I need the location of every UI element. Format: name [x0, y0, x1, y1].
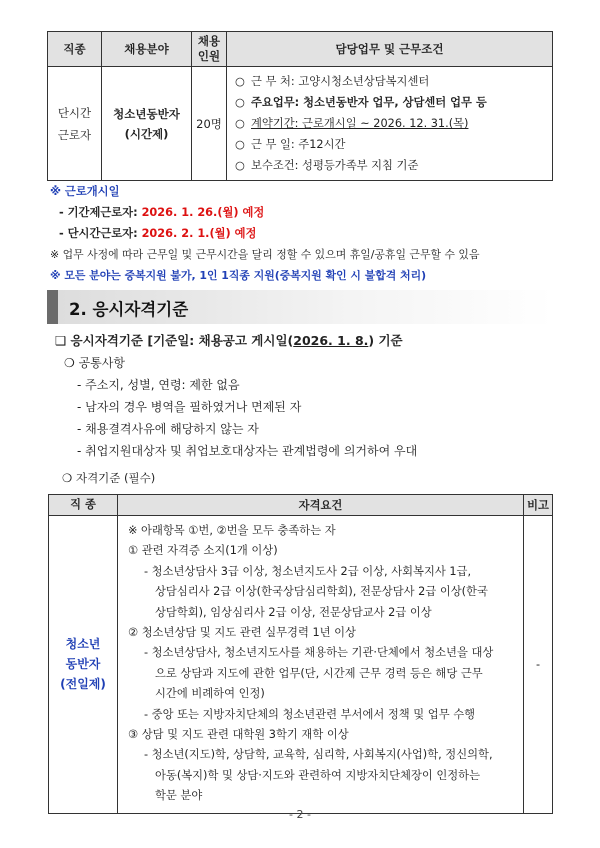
duty-item — [235, 71, 546, 92]
part-time-line — [50, 223, 479, 244]
eligibility-heading-date: 2026. 1. 8. — [293, 333, 369, 348]
header-duties: 담당업무 및 근무조건 — [227, 32, 553, 67]
common-item: - 취업지원대상자 및 취업보호대상자는 관계법령에 의거하여 우대 — [77, 444, 418, 458]
circle-bullet-icon: ○ — [235, 117, 245, 130]
required-title: ❍ 자격기준 (필수) — [62, 471, 156, 485]
qualification-table — [48, 494, 553, 814]
eligibility-heading — [55, 330, 417, 352]
eligibility-heading-suffix: ) 기준 — [368, 333, 403, 348]
table-row — [49, 516, 553, 814]
requirement-line: ③ 상담 및 지도 관련 대학원 3학기 재학 이상 — [128, 728, 349, 742]
duty-item — [235, 92, 546, 113]
section-header-bar — [47, 290, 58, 324]
requirement-line: 상담심리사 2급 이상(한국상담심리학회), 전문상담사 2급 이상(한국 — [155, 585, 488, 599]
job-type-cell: 단시간 근로자 — [48, 67, 102, 181]
table-header-row — [48, 32, 553, 67]
header-requirements: 자격요건 — [118, 495, 524, 516]
section-title: 2. 응시자격기준 — [69, 300, 189, 319]
common-title: ❍ 공통사항 — [64, 356, 125, 370]
circle-bullet-icon: ○ — [235, 159, 245, 172]
count-cell: 20명 — [192, 67, 227, 181]
circle-bullet-icon: ○ — [235, 138, 245, 151]
note-duplicate-application: ※ 모든 분야는 중복지원 불가, 1인 1직종 지원(중복지원 확인 시 불합격 처리) — [50, 269, 427, 282]
circle-bullet-icon: ○ — [235, 75, 245, 88]
remark-cell: - — [524, 516, 553, 814]
requirement-line: - 청소년상담사 3급 이상, 청소년지도사 2급 이상, 사회복지사 1급, — [144, 564, 472, 578]
requirement-line: ② 청소년상담 및 지도 관련 실무경력 1년 이상 — [128, 626, 356, 640]
page-number: - 2 - — [289, 808, 311, 821]
duty-item — [235, 113, 546, 134]
fixed-term-date: 2026. 1. 26.(월) 예정 — [141, 206, 265, 219]
header-field: 채용분야 — [102, 32, 192, 67]
requirement-line: - 청소년상담사, 청소년지도사를 채용하는 기관·단체에서 청소년을 대상 — [144, 646, 494, 660]
requirements-list — [128, 521, 517, 807]
duty-text: 주요업무: 청소년동반자 업무, 상담센터 업무 등 — [251, 96, 487, 109]
requirement-line: 상담학회), 임상심리사 2급 이상, 전문상담교사 2급 이상 — [155, 605, 432, 619]
duty-text: 보수조건: 성평등가족부 지침 기준 — [251, 159, 419, 172]
start-date-title: ※ 근로개시일 — [50, 185, 120, 198]
requirement-line: 학문 분야 — [155, 789, 203, 803]
header-count: 채용 인원 — [192, 32, 227, 67]
header-job: 직 종 — [49, 495, 118, 516]
part-time-label: - 단시간근로자: — [59, 227, 142, 240]
duty-text: 근 무 처: 고양시청소년상담복지센터 — [251, 75, 430, 88]
requirement-line: - 청소년(지도)학, 상담학, 교육학, 심리학, 사회복지(사업)학, 정신의학, — [144, 748, 493, 762]
eligibility-block — [55, 330, 417, 462]
duty-text: 근 무 일: 주12시간 — [251, 138, 346, 151]
requirements-cell — [118, 516, 524, 814]
qual-job-cell: 청소년 동반자 (전일제) — [49, 516, 118, 814]
fixed-term-label: - 기간제근로자: — [59, 206, 142, 219]
requirement-line: ※ 아래항목 ①번, ②번을 모두 충족하는 자 — [128, 524, 336, 537]
duties-cell — [227, 67, 553, 181]
notes-block — [50, 181, 479, 286]
table-row — [48, 67, 553, 181]
common-item: - 주소지, 성별, 연령: 제한 없음 — [77, 378, 240, 392]
requirement-line: ① 관련 자격증 소지(1개 이상) — [128, 544, 278, 558]
table-header-row — [49, 495, 553, 516]
requirement-line: 으로 상담과 지도에 관한 업무(단, 시간제 근무 경력 등은 해당 근무 — [155, 666, 483, 680]
fixed-term-line — [50, 202, 479, 223]
header-job-type: 직종 — [48, 32, 102, 67]
part-time-date: 2026. 2. 1.(월) 예정 — [141, 227, 257, 240]
duty-item — [235, 134, 546, 155]
requirement-line: 아동(복지)학 및 상담·지도와 관련하여 지방자치단체장이 인정하는 — [155, 768, 481, 782]
header-remarks: 비고 — [524, 495, 553, 516]
eligibility-heading-prefix: ❑ 응시자격기준 [기준일: 채용공고 게시일( — [55, 333, 294, 348]
note-work-schedule: ※ 업무 사정에 따라 근무일 및 근무시간을 달리 정할 수 있으며 휴일/공휴일 근무할 수 있음 — [50, 248, 480, 261]
common-item: - 남자의 경우 병역을 필하였거나 면제된 자 — [77, 400, 302, 414]
duties-list — [235, 71, 546, 176]
requirement-line: 시간에 비례하여 인정) — [155, 687, 265, 701]
duty-item — [235, 155, 546, 176]
circle-bullet-icon: ○ — [235, 96, 245, 109]
field-cell: 청소년동반자 (시간제) — [102, 67, 192, 181]
requirement-line: - 중앙 또는 지방자치단체의 청소년관련 부서에서 정책 및 업무 수행 — [144, 707, 476, 721]
section-header — [47, 290, 553, 324]
duty-text: 계약기간: 근로개시일 ~ 2026. 12. 31.(목) — [251, 117, 469, 130]
recruitment-table — [47, 31, 553, 181]
common-item: - 채용결격사유에 해당하지 않는 자 — [77, 422, 259, 436]
